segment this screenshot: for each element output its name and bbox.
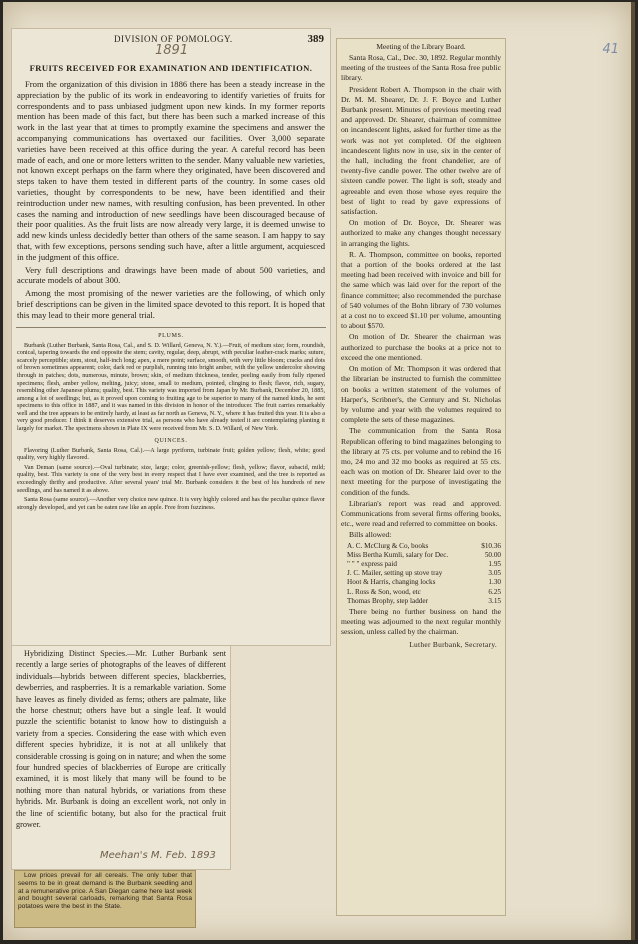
plums-text xyxy=(12,342,330,433)
paragraph: R. A. Thompson, committee on books, reported that a portion of the books ordered at the last meeting had been received with invoice and bill for the same which was laid over for the report of the finance committee; also recommended the purchase of 540 volumes of the Bohn library of 730 volumes at a cost no to exceed $1.10 per volume, amounting to about $570. xyxy=(341,249,501,331)
paragraph: From the organization of this division in 1886 there has been a steady increase in the appreciation by the public of its work in endeavoring to identify varieties of fruits for correspondents and to pass unbiased judgment upon new kinds. In my former reports mention has been made of this fact, but there has been such a marked increase of this work in the last year that at times to promptly examine the specimens and answer the accompanying communications has overtaxed our facilities. Over 3,000 separate varieties have been received at this office during the year. A careful record has been made of each, and one or more letters written to the sender. Many valuable new varieties, not known except perhaps on the farm where they originated, have been discovered and steps taken to have them tested in different parts of the country. In some cases old varieties, thought by correspondents to be new, have been identified and their reintroduction under new names, with resulting confusion, has been prevented. In other cases the naming and introduction of new seedlings have been discouraged because of their poor qualities. As the fruit lists are now already very large, it is deemed unwise to add new kinds unless decidedly better than others of the same season. I am happy to say that, with few exceptions, persons sending such have, after a little argument, acquiesced in the judgment of this office. xyxy=(17,79,325,262)
section-heading-quinces: QUINCES. xyxy=(154,437,188,444)
paragraph: Librarian's report was read and approved. Communications from several firms offering books, etc., were read and referred to committee on books. xyxy=(341,498,501,529)
bill-row xyxy=(341,578,501,587)
signature: Luther Burbank, Secretary. xyxy=(409,639,497,649)
low-prices-clipping xyxy=(14,870,196,928)
bill-item: A. C. McClurg & Co, books xyxy=(347,541,429,550)
page-number: 41 xyxy=(602,42,619,57)
bill-amount: 1.30 xyxy=(488,578,501,587)
divider xyxy=(16,327,326,328)
paragraph: Flavoring (Luther Burbank, Santa Rosa, Cal.).—A large pyriform, turbinate fruit; golden yellow; flesh, white; good quality, very highly flavored. xyxy=(17,446,325,462)
bill-amount: 1.95 xyxy=(488,559,501,568)
paragraph: Hybridizing Distinct Species.—Mr. Luther Burbank sent recently a large series of photographs of the leaves of different individuals—hybrids between different species, blackberries, dewberries, and raspberries. It is a remarkable variation. Some have leaves as finely divided as ferns; others are palmate, like the horse chestnut; others have but a single leaf. It would puzzle the scientific botanist to know how to distinguish a variety from a species. Considering the ease with which even different species hybridize, it is not at all unlikely that considerable crossing is going on in nature; and when the some four hundred species of blackberries of Europe are critically examined, it is most likely that many will be found to be nothing more than natural hybrids, or variations from these hybrids. Mr. Burbank is doing an excellent work, not only in the line of scientific botany, but also for the practical fruit grower. xyxy=(16,649,226,830)
paragraph: Very full descriptions and drawings have been made of about 500 varieties, and accurate models of about 300. xyxy=(17,264,325,286)
bill-item: J. C. Mailer, setting up stove tray xyxy=(347,569,443,578)
paragraph: Burbank (Luther Burbank, Santa Rosa, Cal., and S. D. Willard, Geneva, N. Y.).—Fruit, of medium size; form, roundish, conical, tapering towards the end opposite the stem; cavity, regular, deep, abrupt, with peculiar leather-crack marks; suture, scarcely perceptible; stem, stout, half-inch long; apex, a mere point; surface, smooth, with very little bloom; cracks and dots of brown sometimes appearent; color, dark red or purplish, running into bright amber, with the yellow undercolor showing through in patches; dots, numerous, minute, brown; skin, of medium thickness, tender, peeling easily from fully ripened specimens; flesh, amber yellow, melting, juicy; stone, small to medium, pointed, clinging to flesh; flavor, rich, sugary, resembling other Japanese plums; quality, best. This variety was imported from Japan by Mr. Burbank, December 20, 1885, among a lot of seedlings; but, as it proved upon coming to fruiting age to be superior to many of the named kinds, he sent specimens to this office in 1887, and it was named in this division in honor of the introducer. The fruit carries remarkably well and the tree appears to be entirely hardy, at least as far north as Geneva, N. Y., where it has fruited this year. It is also a very good producer. I think it deserves extensive trial, as persons who have already tested it are contemplating planting it largely for market. The specimens shown in Plate IX were received from Mr. S. D. Willard, of New York. xyxy=(17,341,325,433)
paragraph: The communication from the Santa Rosa Republican offering to bind magazines belonging to the library at 75 cts. per volume and to rebind the 16 mo, 24 mo and 32 mo books as required at 55 cts. each was on motion of Dr. Shearer laid over to the next meeting for the purpose of investigating the condition of the funds. xyxy=(341,426,501,497)
article-title: FRUITS RECEIVED FOR EXAMINATION AND IDENTIFICATION. xyxy=(29,63,313,73)
bill-item: Miss Bertha Kumli, salary for Dec. xyxy=(347,550,449,559)
intro-text xyxy=(12,79,330,321)
paragraph: Santa Rosa, Cal., Dec. 30, 1892. Regular monthly meeting of the trustees of the Santa Rosa free public library. xyxy=(341,53,501,83)
paragraph: Van Deman (same source).—Oval turbinate; size, large; color, greenish-yellow; flesh, yellow; flavor, subacid, mild; quality, best. This variety is one of the very best in every respect that I have ever examined, and the tree is reported as exceedingly thrifty and productive. After several years' trial Mr. Burbank considers it the best of his hundreds of new seedlings, and has named it as above. xyxy=(17,463,325,494)
paragraph: Santa Rosa (same source).—Another very choice new quince. It is very highly colored and has the peculiar quince flavor strongly developed, and yet can be eaten raw like an apple. Free from fuzziness. xyxy=(17,496,325,511)
bill-item: Thomas Brophy, step ladder xyxy=(347,596,428,605)
bill-row xyxy=(341,597,501,606)
bill-row xyxy=(341,569,501,578)
header-page-number: 389 xyxy=(307,33,324,45)
bill-row xyxy=(341,542,501,551)
bill-row xyxy=(341,588,501,597)
section-heading-plums: PLUMS. xyxy=(158,332,184,339)
library-board-clipping xyxy=(336,38,506,916)
paragraph: Among the most promising of the newer varieties are the following, of which only brief descriptions can be given in the limited space devoted to this report. It is hoped that this may lead to their more general trial. xyxy=(17,288,325,320)
pomology-clipping xyxy=(11,28,331,646)
article-title: Meeting of the Library Board. xyxy=(376,42,466,51)
header-division: DIVISION OF POMOLOGY. xyxy=(114,34,233,44)
quinces-text xyxy=(12,447,330,512)
handwritten-note: Meehan's M. Feb. 1893 xyxy=(100,850,216,861)
bill-item: " " " express paid xyxy=(347,559,397,568)
bill-row xyxy=(341,560,501,569)
bill-amount: 50.00 xyxy=(484,550,501,559)
bill-amount: $10.36 xyxy=(481,541,501,550)
bill-row xyxy=(341,551,501,560)
paragraph: There being no further business on hand the meeting was adjourned to the next regular monthly session, unless called by the chairman. xyxy=(341,606,501,637)
handwritten-year: 1891 xyxy=(155,43,189,58)
bills-heading: Bills allowed: xyxy=(349,530,392,540)
bills-list xyxy=(341,542,501,606)
bill-amount: 6.25 xyxy=(488,587,501,596)
bill-item: L. Ross & Son, wood, etc xyxy=(347,587,421,596)
paragraph: President Robert A. Thompson in the chair with Dr. M. M. Shearer, Dr. J. F. Boyce and Luther Burbank present. Minutes of previous meeting read and approved. Dr. Shearer, chairman of committee on incandescent lights, asked for further time as the work was not yet completed. Of the eighteen incandescent lights now in use, six in the center of the hall, including the front chandelier, are of twenty-five candle power. The other twelve are of sixteen candle power. The light is soft, steady and agreeable and even those whose eyes require the best of light to read by gave expressions of satisfaction. xyxy=(341,84,501,217)
paragraph: On motion of Dr. Shearer the chairman was authorized to purchase the books at a price not to exceed the one mentioned. xyxy=(341,332,501,362)
bill-item: Hoot & Harris, changing locks xyxy=(347,578,436,587)
paragraph: On motion of Mr. Thompson it was ordered that the librarian be instructed to furnish the committee on books a written statement of the volumes of Harper's, Scribner's, the Century and St. Nicholas by volume and year with the volumes required to complete the sets of these magazines. xyxy=(341,364,501,425)
paragraph: Low prices prevail for all cereals. The only tuber that seems to be in great demand is the Burbank seedling and at a remunerative price. A San Diegan came here last week and bought several carloads, remarking that Santa Rosa potatoes were the best in the State. xyxy=(18,872,192,911)
bill-amount: 3.05 xyxy=(488,569,501,578)
bill-amount: 3.15 xyxy=(488,596,501,605)
scrapbook-page xyxy=(3,2,635,940)
paragraph: On motion of Dr. Boyce, Dr. Shearer was authorized to make any changes thought necessary in arranging the lights. xyxy=(341,218,501,248)
hybridizing-clipping xyxy=(11,645,231,870)
